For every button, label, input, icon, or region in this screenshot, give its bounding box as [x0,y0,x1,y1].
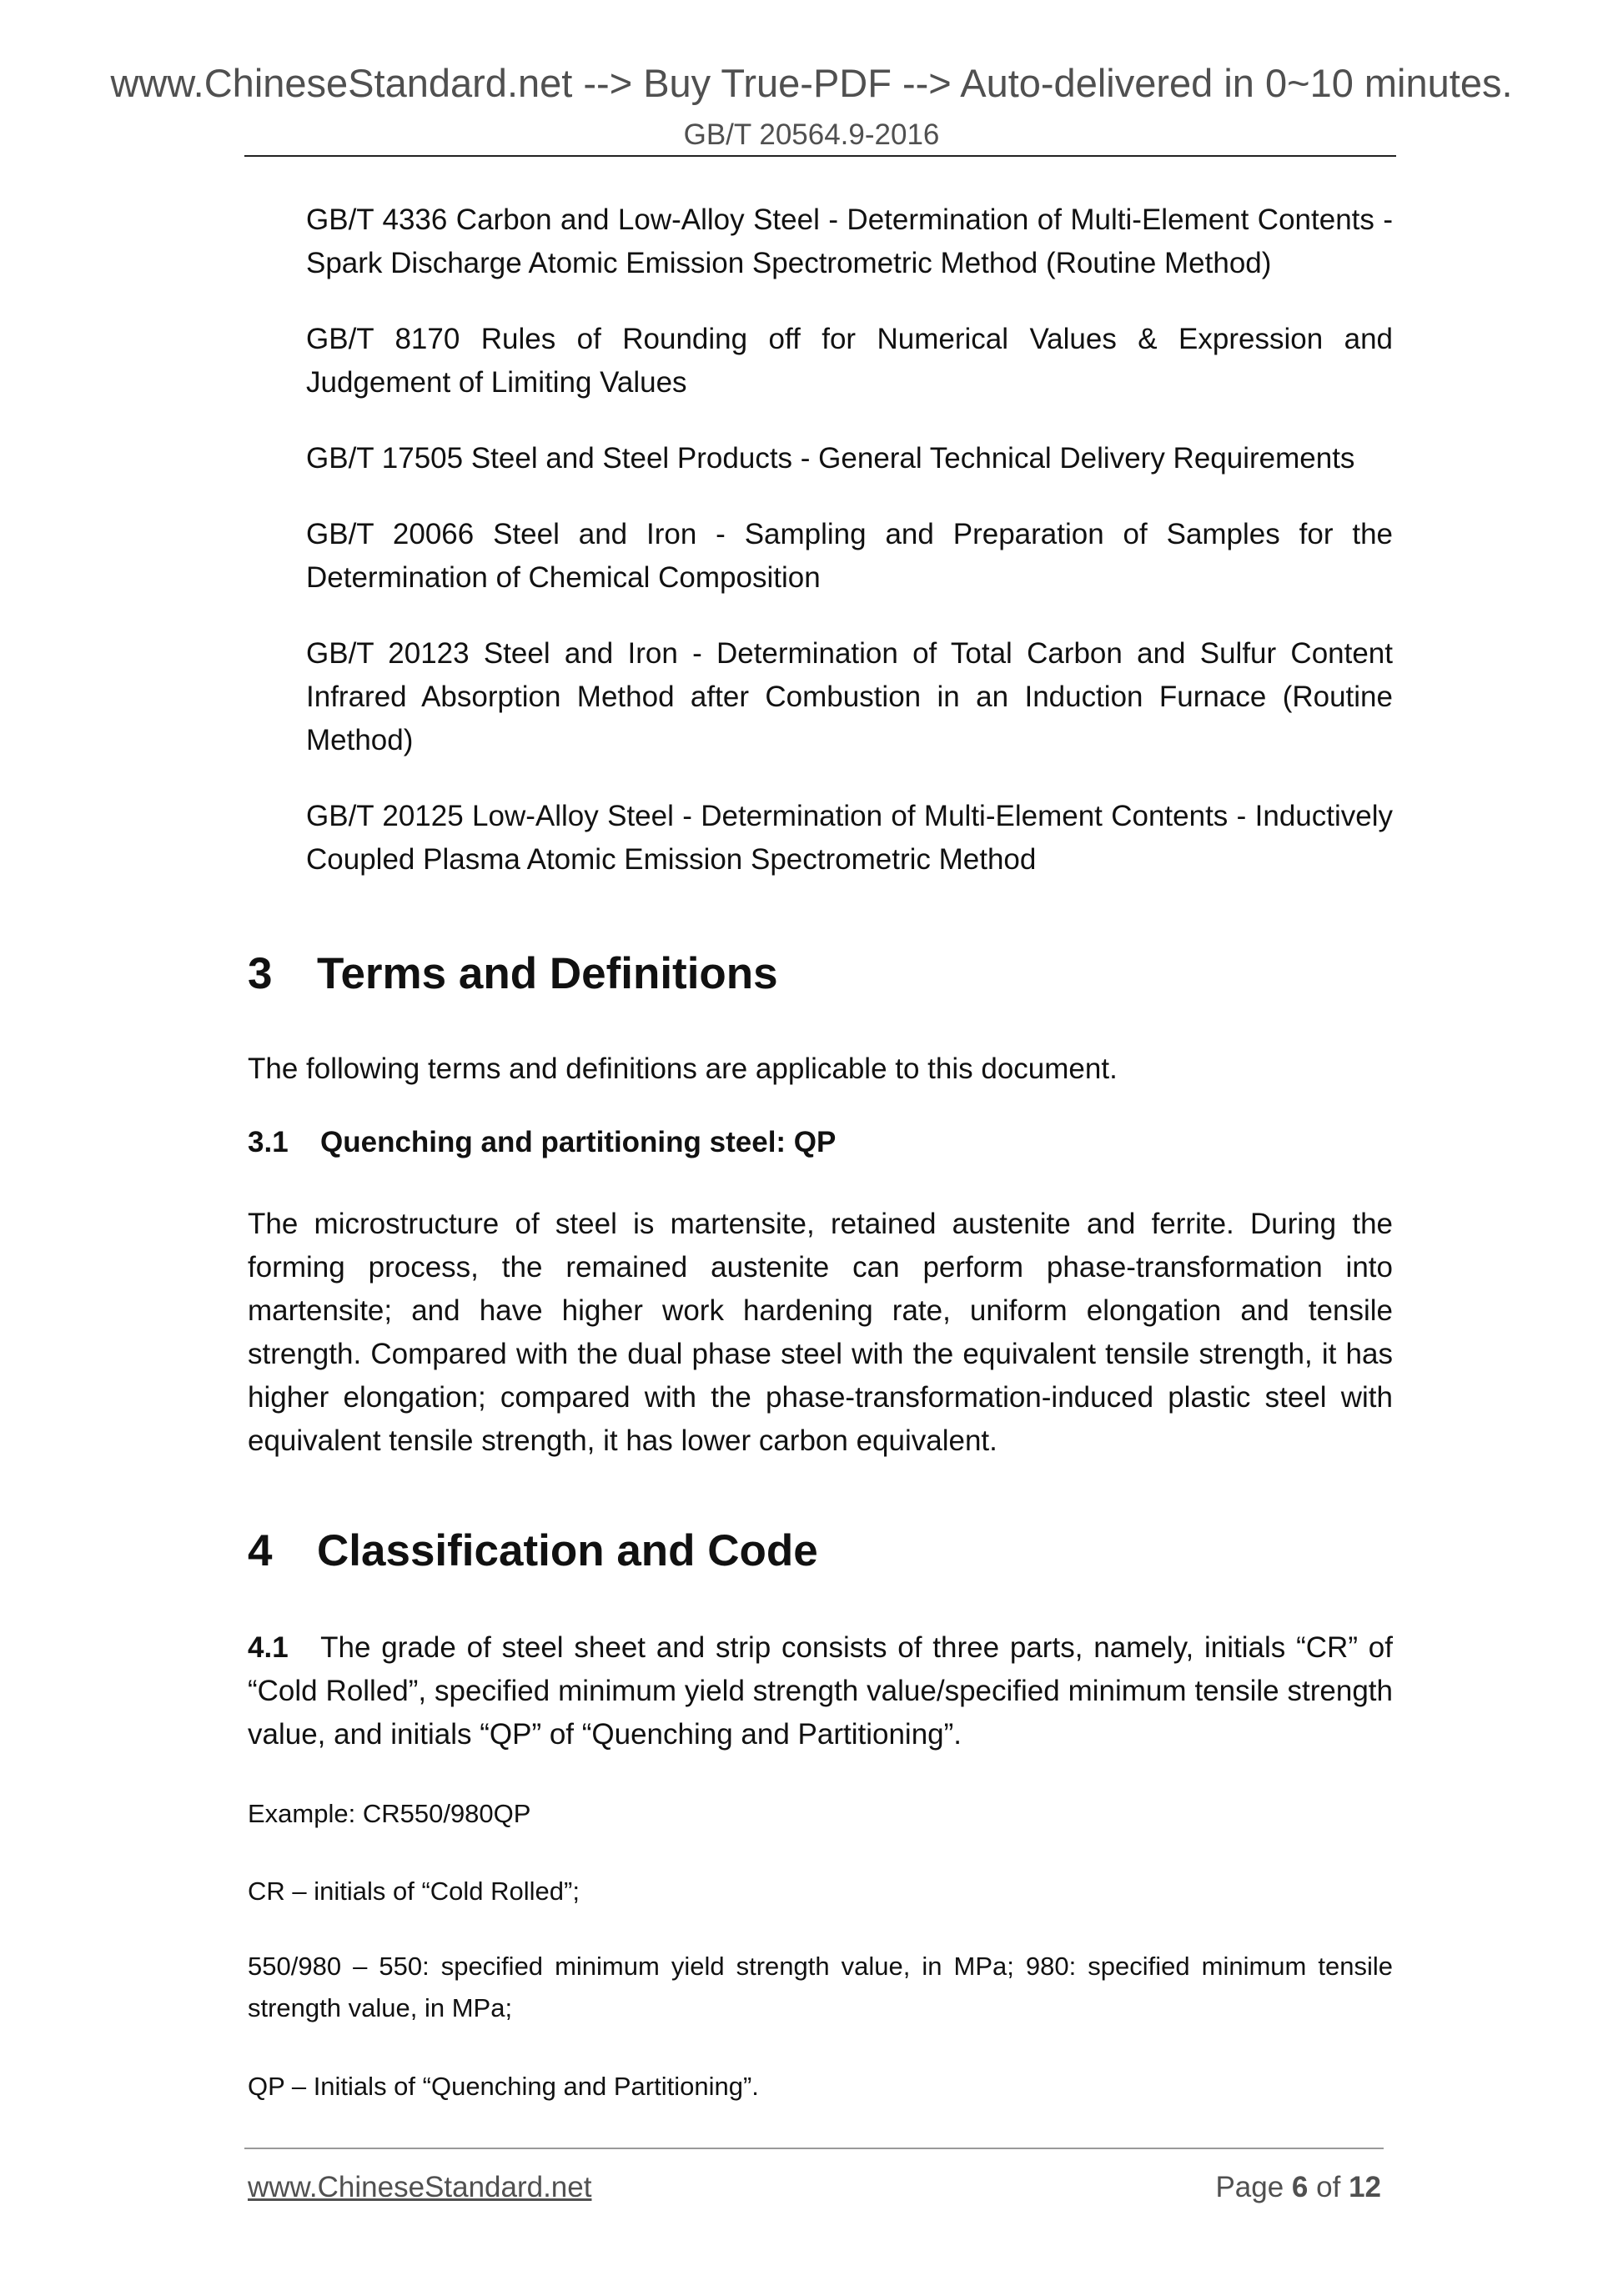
clause-4-1-block [248,1626,1393,1756]
header-divider [244,155,1396,157]
section-4-number: 4 [248,1526,273,1575]
page-total: 12 [1349,2171,1381,2203]
section-3-intro-block [248,1048,1393,1091]
example-line: Example: CR550/980QP [248,1799,531,1828]
page-of: of [1316,2171,1341,2203]
strength-definition: 550/980 – 550: specified minimum yield strength value, in MPa; 980: specified minimum tensile strength value, in MPa; [248,1952,1393,2022]
subsection-3-1-title: Quenching and partitioning steel: QP [320,1126,837,1158]
section-3-number: 3 [248,949,273,998]
reference-item: GB/T 20123 Steel and Iron - Determination of Total Carbon and Sulfur Content Infrared Absorption Method after Combustion in an Induction Furnace (Routine Method) [306,637,1393,756]
footer-website-link[interactable]: www.ChineseStandard.net [248,2171,592,2203]
qp-definition-block [248,2066,1393,2108]
reference-item: GB/T 8170 Rules of Rounding off for Numerical Values & Expression and Judgement of Limiting Values [306,323,1393,399]
page-label: Page [1215,2171,1284,2203]
cr-definition: CR – initials of “Cold Rolled”; [248,1876,580,1906]
clause-4-1-number: 4.1 [248,1631,289,1664]
subsection-3-1-body: The microstructure of steel is martensite, retained austenite and ferrite. During the forming process, the remained austenite can perform phase-transformation into martensite; and have higher work hardening rate, uniform elongation and tensile strength. Compared with the dual phase steel with the equivalent tensile strength, it has higher elongation; compared with the phase-transformation-induced plastic steel with equivalent tensile strength, it has lower carbon equivalent. [248,1208,1393,1457]
reference-item: GB/T 17505 Steel and Steel Products - General Technical Delivery Requirements [306,442,1355,475]
section-3-title: Terms and Definitions [317,949,778,998]
section-4-title: Classification and Code [317,1526,818,1575]
footer-divider [244,2148,1384,2149]
qp-definition: QP – Initials of “Quenching and Partitioning”. [248,2072,759,2101]
cr-definition-block [248,1871,1393,1912]
reference-item: GB/T 20125 Low-Alloy Steel - Determination of Multi-Element Contents - Inductively Coupled Plasma Atomic Emission Spectrometric Method [306,800,1393,876]
section-4-heading [248,1525,1393,1576]
reference-item: GB/T 4336 Carbon and Low-Alloy Steel - Determination of Multi-Element Contents -Spark Discharge Atomic Emission Spectrometric Method (Routine Method) [306,203,1393,279]
banner-text[interactable]: www.ChineseStandard.net --> Buy True-PDF --> Auto-delivered in 0~10 minutes. [110,61,1513,105]
document-id: GB/T 20564.9-2016 [683,118,940,151]
subsection-3-1-number: 3.1 [248,1126,289,1158]
example-block [248,1793,1393,1835]
normative-references-list [306,198,1393,882]
reference-item: GB/T 20066 Steel and Iron - Sampling and Preparation of Samples for the Determination of Chemical Composition [306,518,1393,594]
subsection-3-1-heading [248,1126,1393,1159]
strength-definition-block [248,1946,1393,2029]
page-indicator [1084,2171,1381,2204]
subsection-3-1-body-block [248,1203,1393,1463]
page-current: 6 [1291,2171,1309,2203]
section-3-heading [248,948,1393,999]
clause-4-1-text: The grade of steel sheet and strip consists of three parts, namely, initials “CR” of “Cold Rolled”, specified minimum yield strength value/specified minimum tensile strength value, and initials “QP” of “Quenching and Partitioning”. [248,1631,1393,1751]
section-3-intro: The following terms and definitions are applicable to this document. [248,1053,1118,1085]
